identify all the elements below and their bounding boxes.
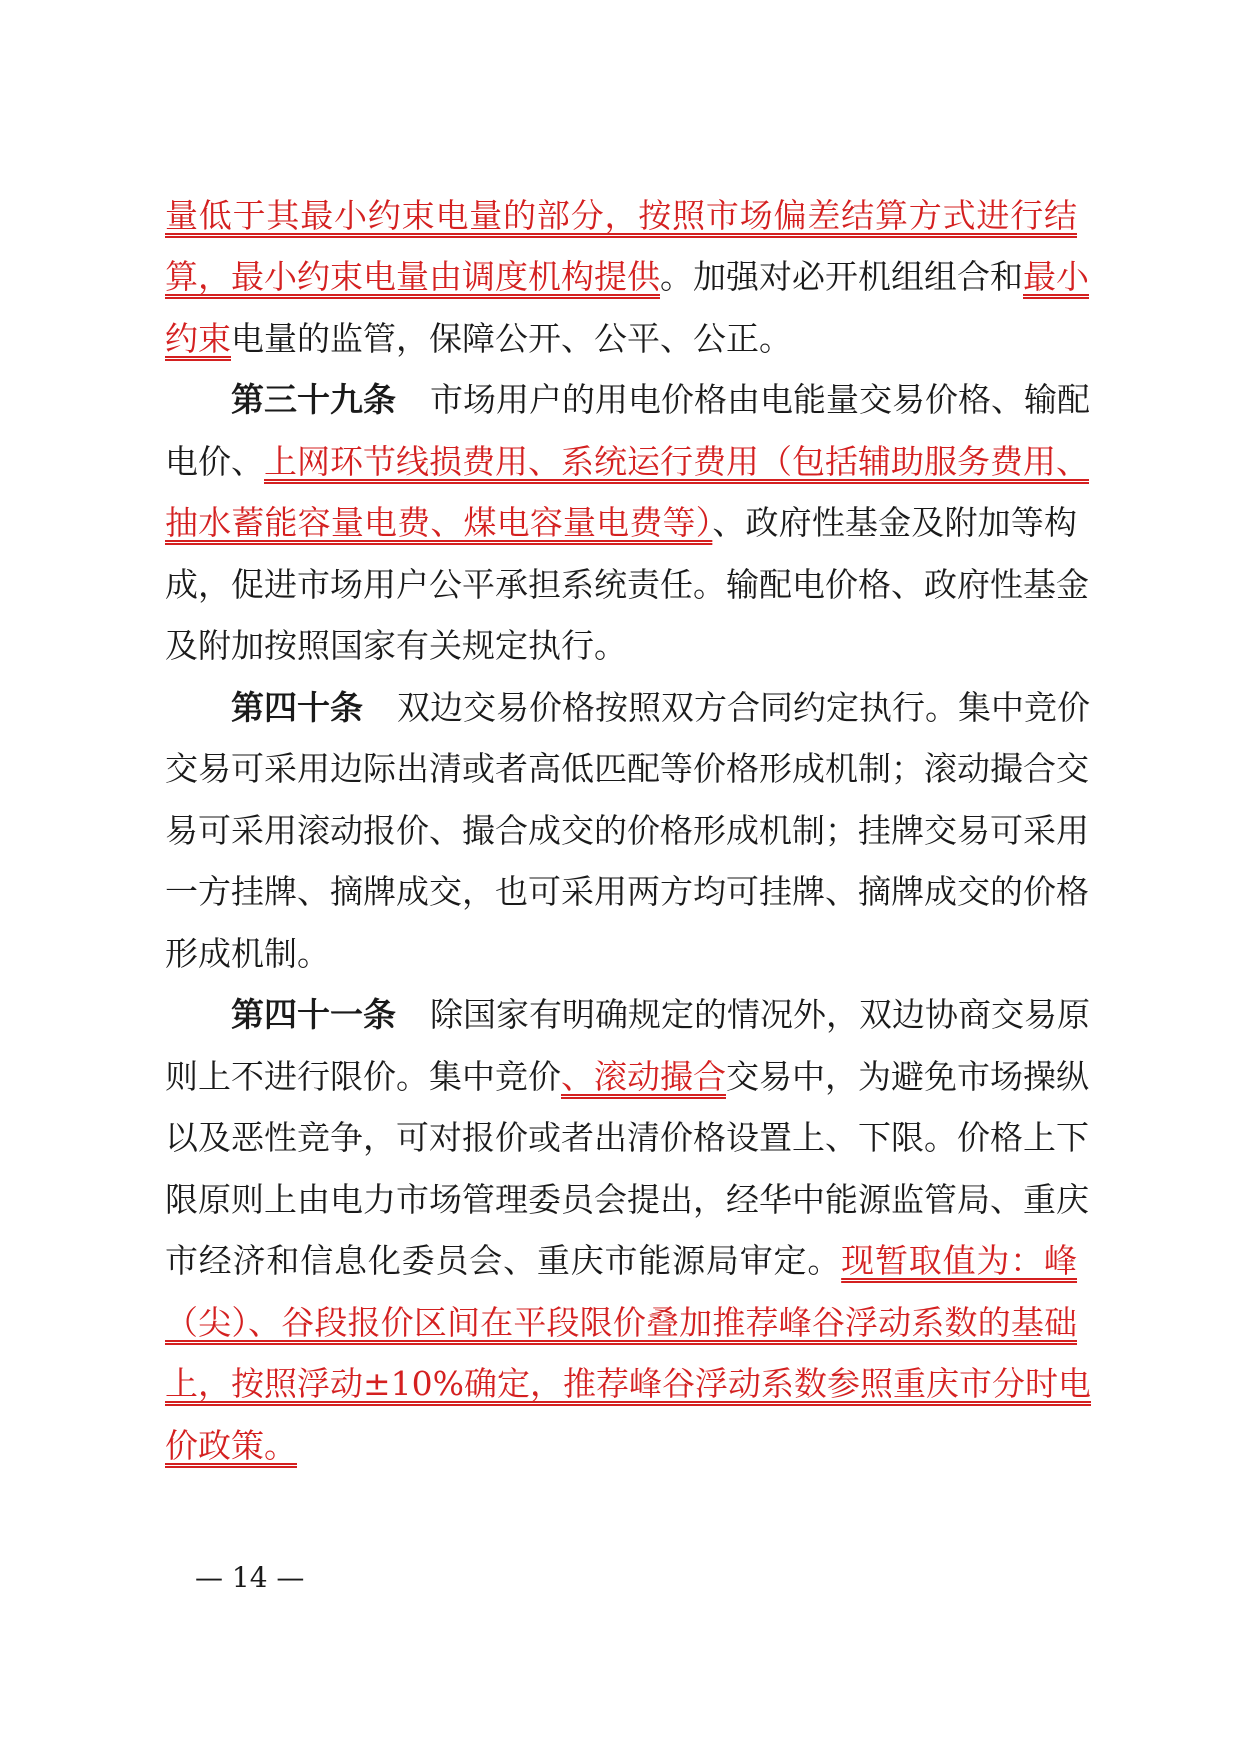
- text-line: [165, 738, 1089, 800]
- article-number: 第四十一条: [231, 995, 396, 1034]
- body-text: 则上不进行限价。集中竞价: [165, 1057, 561, 1096]
- text-line: [165, 1415, 1077, 1477]
- text-line: [165, 800, 1089, 862]
- article-number: 第四十条: [231, 688, 363, 727]
- body-text: 市经济和信息化委员会、重庆市能源局审定。: [165, 1241, 842, 1280]
- body-text: 交易中，为避免市场操纵: [726, 1057, 1089, 1096]
- article-40-heading-line: [231, 677, 1090, 739]
- revised-text: 量低于其最小约束电量的部分，按照市场偏差结算方式进行结: [165, 196, 1077, 235]
- revised-text: 现暂取值为：峰: [841, 1241, 1078, 1280]
- revised-text: 上，按照浮动±10%确定，推荐峰谷浮动系数参照重庆市分时电: [165, 1364, 1091, 1403]
- article-number: 第三十九条: [231, 380, 396, 419]
- text-line: [165, 1230, 1077, 1292]
- body-text: 以及恶性竞争，可对报价或者出清价格设置上、下限。价格上下: [165, 1118, 1089, 1157]
- text-line: [165, 185, 1077, 247]
- text-line: [165, 1169, 1089, 1231]
- revised-text: 上网环节线损费用、系统运行费用（包括辅助服务费用、: [264, 442, 1089, 481]
- revised-text: 抽水蓄能容量电费、煤电容量电费等）: [165, 503, 713, 542]
- text-line: [165, 492, 1077, 554]
- body-text: 限原则上由电力市场管理委员会提出，经华中能源监管局、重庆: [165, 1180, 1089, 1219]
- body-text: 及附加按照国家有关规定执行。: [165, 626, 627, 665]
- text-line: [165, 1046, 1089, 1108]
- revised-text: 价政策。: [165, 1426, 297, 1465]
- text-line: [165, 923, 1077, 985]
- page-number: — 14 —: [195, 1561, 305, 1594]
- text-line: [165, 861, 1089, 923]
- body-text: 、政府性基金及附加等构: [712, 503, 1078, 542]
- body-text: 交易可采用边际出清或者高低匹配等价格形成机制；滚动撮合交: [165, 749, 1089, 788]
- revised-text: 约束: [165, 319, 231, 358]
- text-line: [165, 1353, 1091, 1415]
- text-line: [165, 308, 1077, 370]
- revised-text: 最小: [1023, 257, 1089, 296]
- body-text: 市场用户的用电价格由电能量交易价格、输配: [430, 380, 1090, 419]
- article-41-heading-line: [231, 984, 1090, 1046]
- text-line: [165, 246, 1089, 308]
- body-text: 双边交易价格按照双方合同约定执行。集中竞价: [397, 688, 1090, 727]
- body-text: 形成机制。: [165, 934, 330, 973]
- article-39-heading-line: [231, 369, 1090, 431]
- revised-text: 算，最小约束电量由调度机构提供: [165, 257, 660, 296]
- text-line: [165, 615, 1077, 677]
- body-text: 易可采用滚动报价、撮合成交的价格形成机制；挂牌交易可采用: [165, 811, 1089, 850]
- body-text: 除国家有明确规定的情况外，双边协商交易原: [430, 995, 1090, 1034]
- revised-text: 、滚动撮合: [561, 1057, 726, 1096]
- body-text: 电量的监管，保障公开、公平、公正。: [231, 319, 792, 358]
- text-line: [165, 431, 1089, 493]
- revised-text: （尖）、谷段报价区间在平段限价叠加推荐峰谷浮动系数的基础: [165, 1303, 1077, 1342]
- body-text: 。加强对必开机组组合和: [660, 257, 1023, 296]
- text-line: [165, 1292, 1077, 1354]
- body-text: 成，促进市场用户公平承担系统责任。输配电价格、政府性基金: [165, 565, 1089, 604]
- body-text: 一方挂牌、摘牌成交，也可采用两方均可挂牌、摘牌成交的价格: [165, 872, 1089, 911]
- text-line: [165, 554, 1089, 616]
- body-text: 电价、: [165, 442, 264, 481]
- text-line: [165, 1107, 1089, 1169]
